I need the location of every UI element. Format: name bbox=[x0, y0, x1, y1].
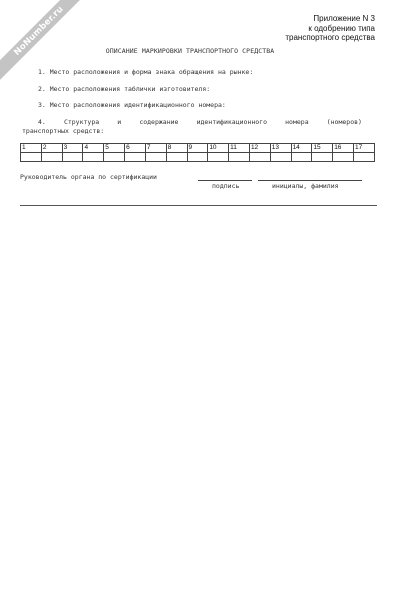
vin-value-cell bbox=[354, 153, 375, 162]
vin-position-cell: 16 bbox=[333, 144, 354, 153]
signature-line bbox=[198, 180, 252, 181]
vin-value-cell bbox=[166, 153, 187, 162]
vin-value-cell bbox=[270, 153, 291, 162]
item-4-word: Структура bbox=[63, 118, 100, 126]
document-title: ОПИСАНИЕ МАРКИРОВКИ ТРАНСПОРТНОГО СРЕДСТВА bbox=[105, 47, 275, 55]
vin-position-cell: 10 bbox=[208, 144, 229, 153]
item-4-word: (номеров) bbox=[326, 118, 362, 126]
vin-position-cell: 11 bbox=[229, 144, 250, 153]
vin-position-cell: 1 bbox=[21, 144, 42, 153]
vin-header-row bbox=[21, 144, 375, 153]
signature-caption: подпись bbox=[212, 182, 240, 190]
vin-position-cell: 2 bbox=[41, 144, 62, 153]
vin-value-cell bbox=[312, 153, 333, 162]
vin-value-cell bbox=[104, 153, 125, 162]
vin-value-cell bbox=[291, 153, 312, 162]
appendix-line: транспортного средства bbox=[285, 33, 375, 42]
vin-position-cell: 6 bbox=[125, 144, 146, 153]
item-4-word: содержание bbox=[139, 118, 179, 126]
item-4-line-1 bbox=[22, 118, 362, 127]
item-4 bbox=[22, 118, 362, 136]
vin-value-row bbox=[21, 153, 375, 162]
vin-value-cell bbox=[145, 153, 166, 162]
name-caption: инициалы, фамилия bbox=[272, 182, 339, 190]
appendix-line: к одобрению типа bbox=[308, 23, 375, 33]
vin-value-cell bbox=[62, 153, 83, 162]
vin-position-cell: 12 bbox=[249, 144, 270, 153]
vin-value-cell bbox=[125, 153, 146, 162]
vin-value-cell bbox=[249, 153, 270, 162]
item-4-word: идентификационного bbox=[196, 118, 268, 126]
item-1: 1. Место расположения и форма знака обращения на рынке: bbox=[38, 68, 254, 76]
vin-structure-table bbox=[20, 143, 375, 162]
item-4-word: номера bbox=[285, 118, 309, 126]
vin-position-cell: 14 bbox=[291, 144, 312, 153]
item-3: 3. Место расположения идентификационного номера: bbox=[38, 101, 226, 109]
appendix-note bbox=[285, 14, 375, 43]
certification-head-label: Руководитель органа по сертификации bbox=[20, 173, 157, 181]
vin-value-cell bbox=[83, 153, 104, 162]
vin-position-cell: 15 bbox=[312, 144, 333, 153]
vin-value-cell bbox=[41, 153, 62, 162]
item-4-word: и bbox=[117, 118, 122, 126]
vin-value-cell bbox=[229, 153, 250, 162]
bottom-rule bbox=[20, 205, 377, 206]
vin-value-cell bbox=[333, 153, 354, 162]
vin-position-cell: 9 bbox=[187, 144, 208, 153]
name-line bbox=[258, 180, 362, 181]
vin-value-cell bbox=[187, 153, 208, 162]
vin-value-cell bbox=[208, 153, 229, 162]
item-4-word: 4. bbox=[38, 118, 46, 126]
vin-position-cell: 7 bbox=[145, 144, 166, 153]
vin-position-cell: 13 bbox=[270, 144, 291, 153]
vin-position-cell: 4 bbox=[83, 144, 104, 153]
vin-value-cell bbox=[21, 153, 42, 162]
vin-position-cell: 3 bbox=[62, 144, 83, 153]
vin-position-cell: 5 bbox=[104, 144, 125, 153]
item-2: 2. Место расположения таблички изготовителя: bbox=[38, 85, 211, 93]
appendix-line: Приложение N 3 bbox=[313, 14, 375, 23]
item-4-line-2: транспортных средств: bbox=[22, 127, 105, 135]
vin-position-cell: 8 bbox=[166, 144, 187, 153]
watermark-ribbon: NoNumber.ru bbox=[0, 0, 90, 82]
vin-position-cell: 17 bbox=[354, 144, 375, 153]
